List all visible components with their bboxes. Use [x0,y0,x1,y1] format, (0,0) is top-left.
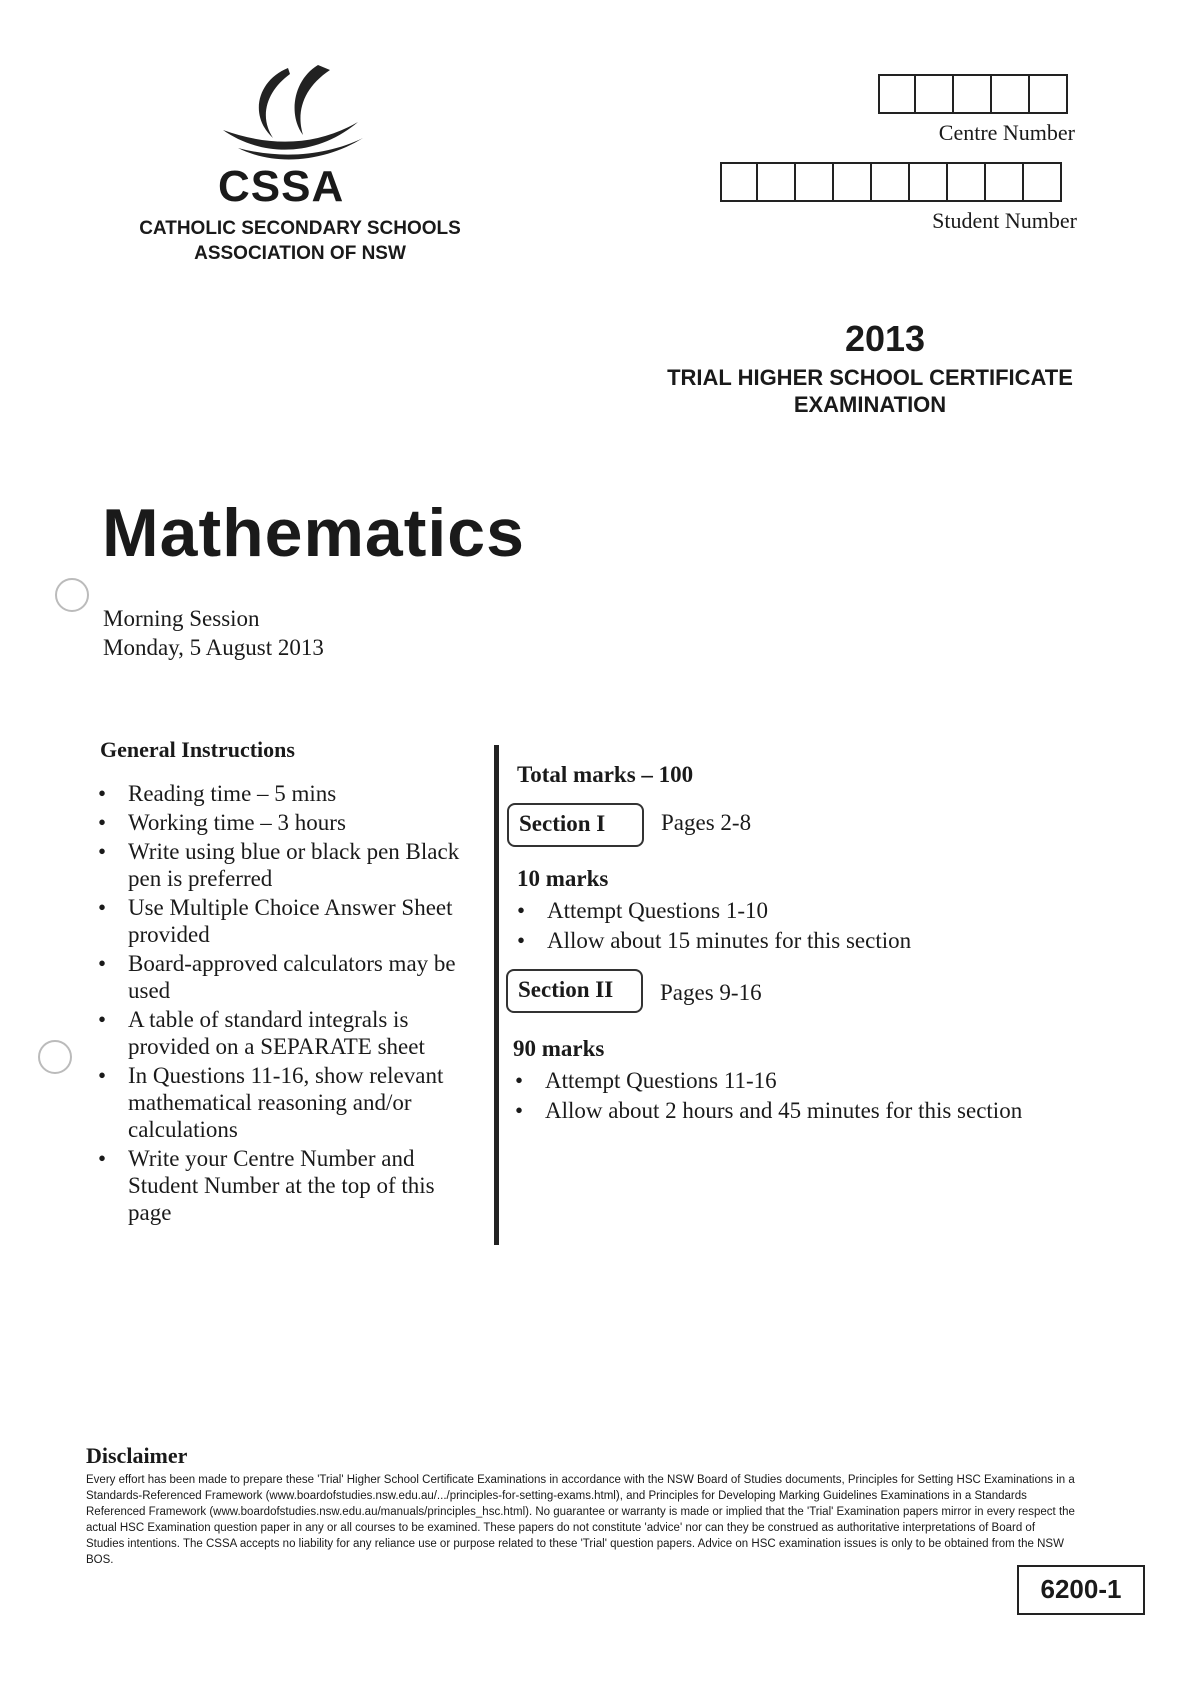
list-item: • Working time – 3 hours [98,810,346,835]
general-instructions-list [98,780,483,1228]
organisation-name-line1: CATHOLIC SECONDARY SCHOOLS [139,218,461,239]
centre-number-boxes[interactable] [878,74,1068,114]
bullet-icon: • [517,898,526,923]
student-number-digit-box[interactable] [720,162,758,202]
bullet-icon: • [98,1146,107,1171]
section-1-label: Section I [507,803,644,847]
section-1-pages: Pages 2-8 [661,810,752,835]
list-item: • Reading time – 5 mins [98,781,337,806]
student-number-label: Student Number [932,208,1077,233]
exam-title-line2: EXAMINATION [793,392,947,417]
organisation-name-line2: ASSOCIATION OF NSW [194,243,406,264]
binding-hole-icon [55,578,89,612]
list-item: • Allow about 15 minutes for this section [517,926,911,956]
section-2-label: Section II [506,969,643,1013]
total-marks: Total marks – 100 [517,762,694,787]
centre-number-digit-box[interactable] [992,74,1030,114]
section-2-pages: Pages 9-16 [660,980,762,1005]
bullet-icon: • [98,895,107,920]
bullet-icon: • [517,928,526,953]
bullet-icon: • [98,810,107,835]
student-number-digit-box[interactable] [796,162,834,202]
list-item: • Write using blue or black pen Black pen is preferred [98,839,460,891]
exam-year: 2013 [844,318,926,359]
exam-session: Morning Session [103,606,260,631]
bullet-icon: • [515,1098,524,1123]
section-1-instructions [517,896,911,956]
centre-number-digit-box[interactable] [916,74,954,114]
list-item: • A table of standard integrals is provided on a SEPARATE sheet [98,1007,425,1059]
centre-number-digit-box[interactable] [954,74,992,114]
list-item: • Attempt Questions 11-16 [515,1066,1022,1096]
bullet-icon: • [98,781,107,806]
student-number-digit-box[interactable] [986,162,1024,202]
cssa-logo-icon [218,60,368,170]
list-item: • Allow about 2 hours and 45 minutes for this section [515,1096,1022,1126]
list-item: • Attempt Questions 1-10 [517,896,911,926]
bullet-icon: • [98,951,107,976]
list-item: • Use Multiple Choice Answer Sheet provided [98,895,453,947]
student-number-boxes[interactable] [720,162,1062,202]
logo-abbreviation: CSSA [218,162,345,211]
list-item: • Write your Centre Number and Student Number at the top of this page [98,1146,435,1225]
centre-number-digit-box[interactable] [878,74,916,114]
disclaimer-text: Every effort has been made to prepare these 'Trial' Higher School Certificate Examinations in accordance with the NSW Board of Studies documents, Principles for Setting HSC Examinations in a Standards-Referenced Framework (www.boardofstudies.nsw.edu.au/.../principles-for-setting-exams.html), and Principles for Developing Marking Guidelines Examinations in a Standards Referenced Framework (www.boardofstudies.nsw.edu.au/manuals/principles_hsc.html). No guarantee or warranty is made or implied that the 'Trial' Examination papers mirror in every respect the actual HSC Examination question paper in any or all courses to be examined. These papers do not constitute 'advice' nor can they be construed as authoritative interpretations of Board of Studies intentions. The CSSA accepts no liability for any reliance use or purpose related to these 'Trial' question papers. Advice on HSC examination issues is only to be obtained from the NSW BOS. [86,1474,1075,1566]
student-number-digit-box[interactable] [872,162,910,202]
student-number-digit-box[interactable] [758,162,796,202]
section-1-marks: 10 marks [517,866,609,891]
general-instructions-heading: General Instructions [100,737,295,762]
bullet-icon: • [98,1007,107,1032]
list-item: • Board-approved calculators may be used [98,951,456,1003]
column-divider [494,745,499,1245]
centre-number-digit-box[interactable] [1030,74,1068,114]
student-number-digit-box[interactable] [910,162,948,202]
bullet-icon: • [98,839,107,864]
subject-title: Mathematics [102,495,525,571]
exam-title-line1: TRIAL HIGHER SCHOOL CERTIFICATE [667,365,1073,390]
section-2-instructions [515,1066,1022,1126]
bullet-icon: • [98,1063,107,1088]
student-number-digit-box[interactable] [834,162,872,202]
list-item: • In Questions 11-16, show relevant mathematical reasoning and/or calculations [98,1063,444,1142]
section-2-marks: 90 marks [513,1036,605,1061]
paper-code: 6200-1 [1017,1565,1145,1615]
centre-number-label: Centre Number [938,120,1075,145]
bullet-icon: • [515,1068,524,1093]
student-number-digit-box[interactable] [1024,162,1062,202]
disclaimer-heading: Disclaimer [86,1443,188,1468]
binding-hole-icon [38,1040,72,1074]
exam-date: Monday, 5 August 2013 [103,635,324,660]
student-number-digit-box[interactable] [948,162,986,202]
